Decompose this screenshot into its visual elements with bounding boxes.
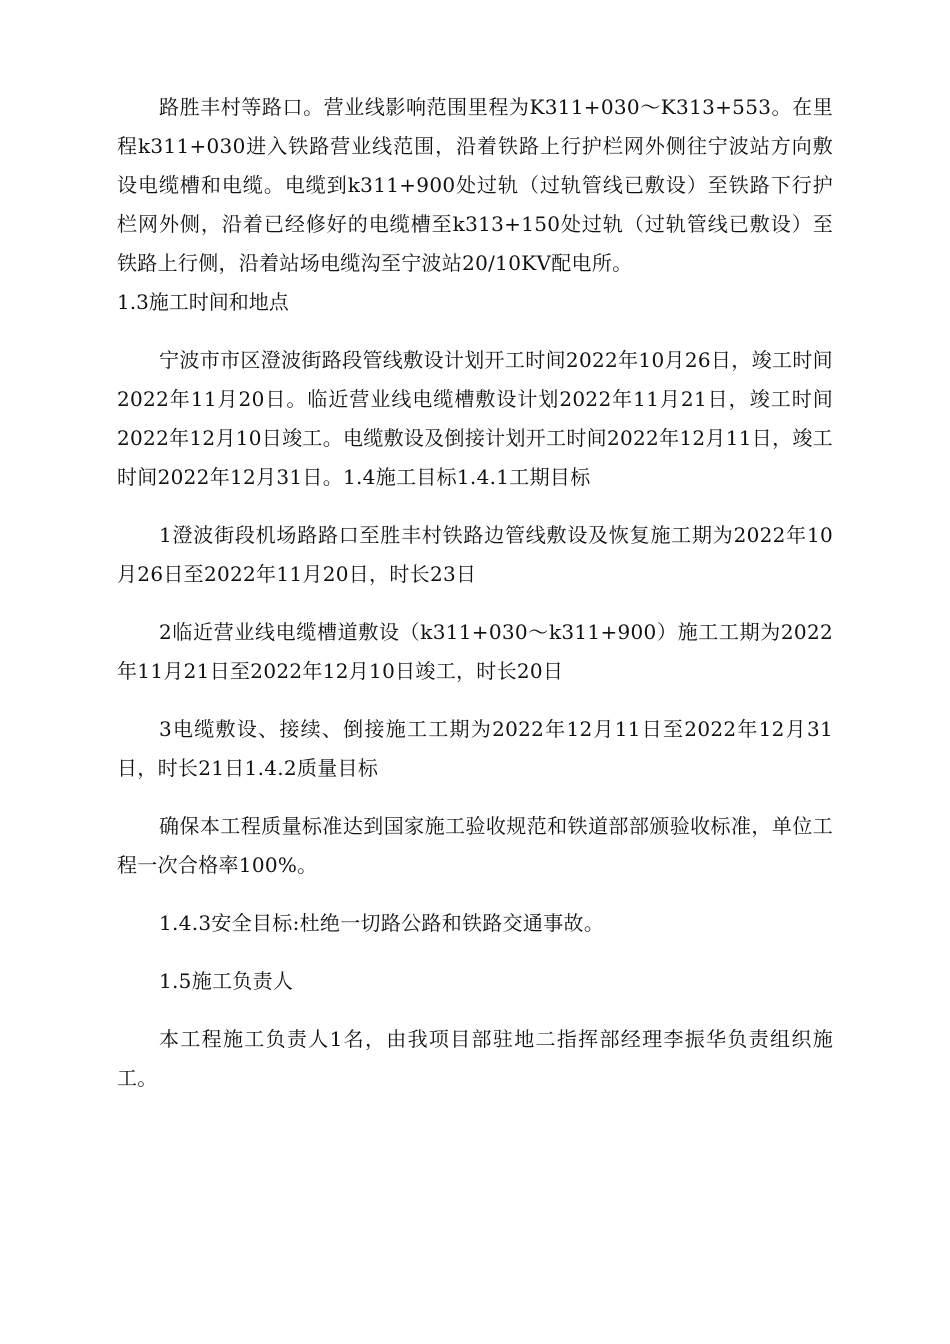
paragraph-goal-3: 3电缆敷设、接续、倒接施工工期为2022年12月11日至2022年12月31日，时长21日1.4.2质量目标 — [117, 717, 833, 780]
paragraph-responsible-person: 本工程施工负责人1名，由我项目部驻地二指挥部经理李振华负责组织施工。 — [117, 1027, 833, 1090]
section-heading-1-5: 1.5施工负责人 — [159, 969, 294, 993]
paragraph-schedule: 宁波市市区澄波街路段管线敷设计划开工时间2022年10月26日，竣工时间2022年11月20日。临近营业线电缆槽敷设计划2022年11月21日，竣工时间2022年12月10日竣工。电缆敷设及倒接计划开工时间2022年12月11日，竣工时间2022年12月31日。1.4施工目标1.4.1工期目标 — [117, 348, 833, 489]
paragraph-goal-1: 1澄波街段机场路路口至胜丰村铁路边管线敷设及恢复施工期为2022年10月26日至2022年11月20日，时长23日 — [117, 523, 833, 586]
paragraph-route-description: 路胜丰村等路口。营业线影响范围里程为K311+030～K313+553。在里程k311+030进入铁路营业线范围，沿着铁路上行护栏网外侧往宁波站方向敷设电缆槽和电缆。电缆到k311+900处过轨（过轨管线已敷设）至铁路下行护栏网外侧，沿着已经修好的电缆槽至k313+150处过轨（过轨管线已敷设）至铁路上行侧，沿着站场电缆沟至宁波站20/10KV配电所。 — [117, 95, 833, 275]
paragraph-safety-target: 1.4.3安全目标:杜绝一切路公路和铁路交通事故。 — [159, 911, 605, 935]
paragraph-goal-2: 2临近营业线电缆槽道敷设（k311+030～k311+900）施工工期为2022年11月21日至2022年12月10日竣工，时长20日 — [117, 620, 833, 683]
section-heading-1-3: 1.3施工时间和地点 — [117, 290, 289, 314]
document-page — [117, 88, 833, 1098]
paragraph-quality-target: 确保本工程质量标准达到国家施工验收规范和铁道部部颁验收标准，单位工程一次合格率100%。 — [117, 814, 833, 877]
